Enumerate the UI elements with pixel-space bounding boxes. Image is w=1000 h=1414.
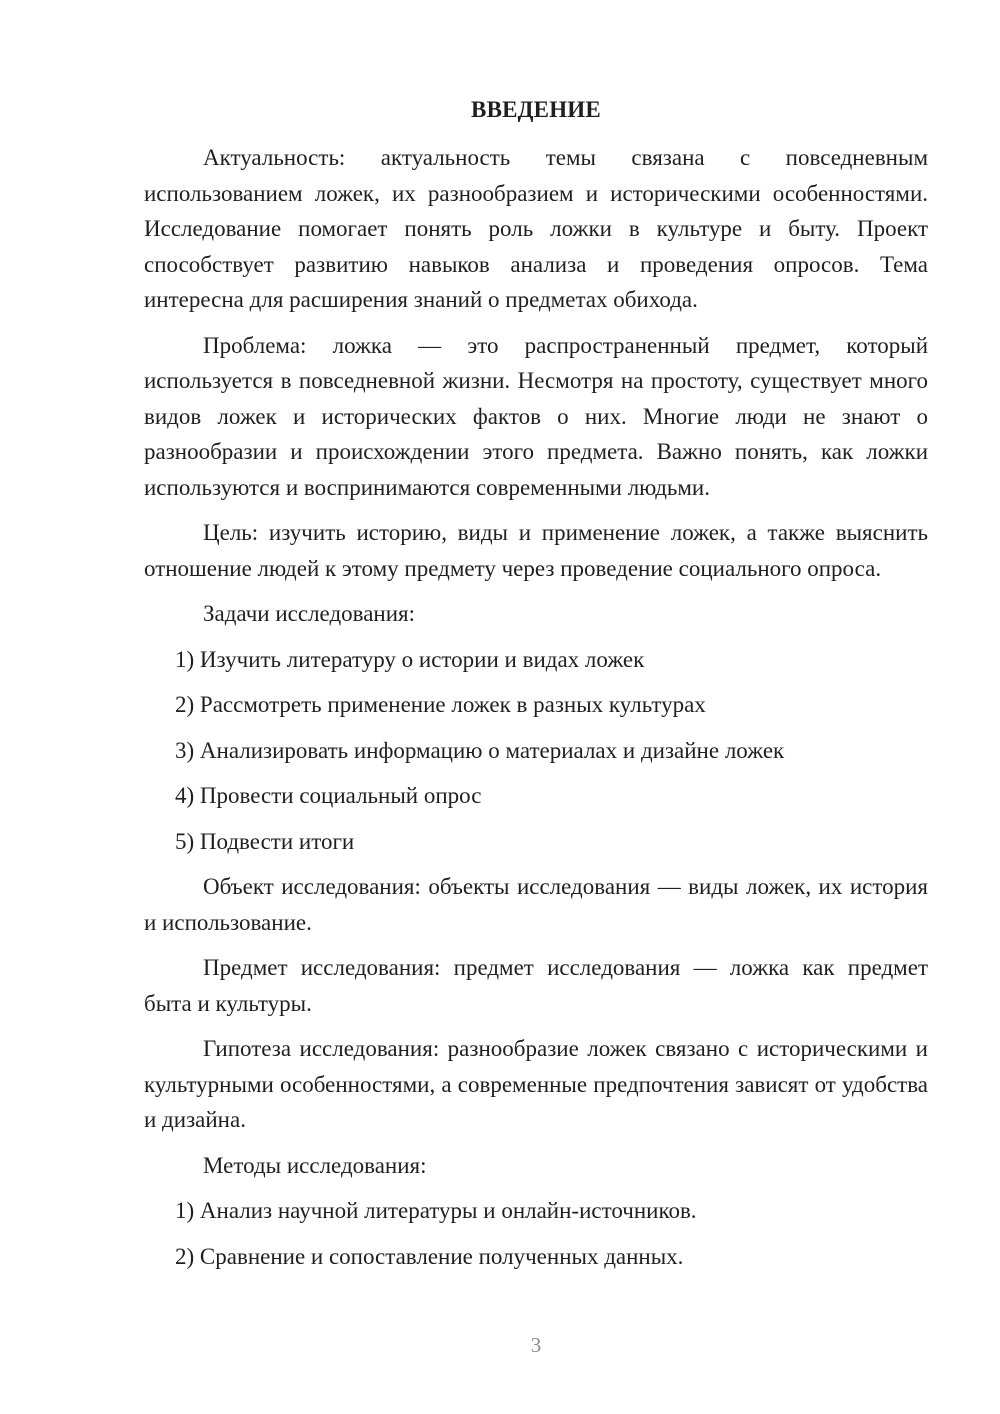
goal-paragraph: Цель: изучить историю, виды и применение ложек, а также выяснить отношение людей к этому предмету через проведение социального опроса. xyxy=(144,520,928,581)
subject-paragraph: Предмет исследования: предмет исследования — ложка как предмет быта и культуры. xyxy=(144,955,928,1016)
tasks-list xyxy=(144,642,928,860)
relevance-paragraph: Актуальность: актуальность темы связана с повседневным использованием ложек, их разнообразием и историческими особенностями. Исследование помогает понять роль ложки в культуре и быту. Проект способствует развитию навыков анализа и проведения опросов. Тема интересна для расширения знаний о предметах обихода. xyxy=(144,145,928,312)
tasks-heading: Задачи исследования: xyxy=(203,601,416,626)
object-paragraph: Объект исследования: объекты исследования — виды ложек, их история и использование. xyxy=(144,874,928,935)
list-item: 2) Рассмотреть применение ложек в разных культурах xyxy=(175,692,706,717)
list-item: 3) Анализировать информацию о материалах и дизайне ложек xyxy=(175,737,785,763)
hypothesis-paragraph: Гипотеза исследования: разнообразие ложек связано с историческими и культурными особенностями, а современные предпочтения зависят от удобства и дизайна. xyxy=(144,1036,928,1132)
page-title: ВВЕДЕНИЕ xyxy=(471,97,601,122)
list-item: 1) Изучить литературу о истории и видах ложек xyxy=(175,646,645,672)
page-number: 3 xyxy=(530,1333,542,1357)
list-item: 4) Провести социальный опрос xyxy=(175,783,482,808)
list-item: 1) Анализ научной литературы и онлайн-источников. xyxy=(175,1198,697,1223)
methods-heading: Методы исследования: xyxy=(203,1152,427,1178)
list-item: 5) Подвести итоги xyxy=(175,828,355,854)
list-item: 2) Сравнение и сопоставление полученных данных. xyxy=(175,1243,684,1269)
page-content xyxy=(144,92,928,1284)
problem-paragraph: Проблема: ложка — это распространенный предмет, который используется в повседневной жизни. Несмотря на простоту, существует много видов ложек и исторических фактов о них. Многие люди не знают о разнообразии и происхождении этого предмета. Важно понять, как ложки используются и воспринимаются современными людьми. xyxy=(144,332,928,500)
methods-list xyxy=(144,1193,928,1274)
